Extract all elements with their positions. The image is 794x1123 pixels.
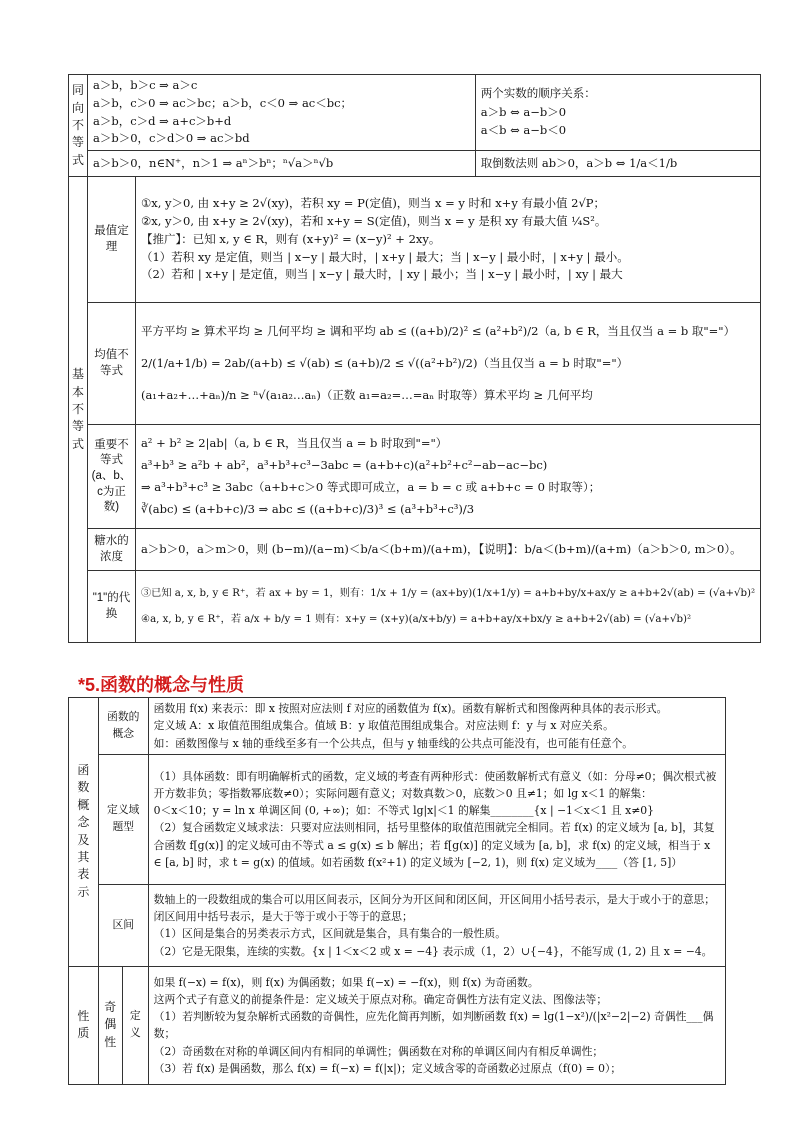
content-line: (a₁+a₂+…+aₙ)/n ≥ ⁿ√(a₁a₂…aₙ)（正数 a₁=a₂=…=aₙ 时取等）算术平均 ≥ 几何平均: [140, 387, 593, 402]
one-substitution-content: [135, 571, 760, 643]
reciprocal-rule: 取倒数法则 ab＞0，a＞b ⇔ 1/a＜1/b: [475, 151, 760, 177]
section-title: *5.函数的概念与性质: [78, 675, 245, 695]
interval-content: [148, 884, 725, 966]
inequality-table: [68, 74, 761, 643]
basic-inequality-label: 基本不等式: [69, 177, 88, 643]
content-line: 如：函数图像与 x 轴的垂线至多有一个公共点，但与 y 轴垂线的公共点可能没有，也可能有任意个。: [153, 736, 634, 750]
order-line: a＞b ⇔ a−b＞0: [480, 104, 567, 119]
content-line: （2）若和 | x+y | 是定值，则当 | x−y | 最大时，| xy | 最小；当 | x−y | 最小时，| xy | 最大: [140, 267, 623, 282]
extremum-theorem-label: 最值定理: [88, 177, 136, 303]
property-label: 性质: [69, 966, 99, 1084]
content-line: （2）它是无限集，连续的实数。{x | 1＜x＜2 或 x = −4} 表示成（1，2）∪{−4}，不能写成 (1, 2) 且 x = −4。: [153, 944, 713, 958]
content-line: （2）奇函数在对称的单调区间内有相同的单调性；偶函数在对称的单调区间内有相反单调性；: [153, 1044, 604, 1058]
content-line: 0＜x＜10；y = ln x 单调区间 (0, +∞)；如：不等式 lg|x|＜1 的解集________{x | −1＜x＜1 且 x≠0}: [153, 804, 655, 818]
domain-types-content: [148, 754, 725, 884]
content-line: 这两个式子有意义的前提条件是：定义域关于原点对称。确定奇偶性方法有定义法、图像法等；: [153, 992, 608, 1006]
parity-content: [148, 966, 725, 1084]
content-line: ④a, x, b, y ∈ R⁺，若 a/x + b/y = 1 则有：x+y = (x+y)(a/x+b/y) = a+b+ay/x+bx/y ≥ a+b+2√(ab) = (√a+√b)²: [140, 613, 692, 625]
function-definition-label: 函数的概念: [98, 698, 148, 755]
mean-inequality-label: 均值不等式: [88, 303, 136, 425]
content-line: 如果 f(−x) = f(x)，则 f(x) 为偶函数；如果 f(−x) = −f(x)，则 f(x) 为奇函数。: [153, 975, 539, 989]
content-line: （1）若判断较为复杂解析式函数的奇偶性，应先化简再判断，如判断函数 f(x) = lg(1−x²)/(|x²−2|−2) 奇偶性___偶数；: [153, 1010, 714, 1041]
content-line: （3）若 f(x) 是偶函数，那么 f(x) = f(−x) = f(|x|)；定义域含零的奇函数必过原点（f(0) = 0）；: [153, 1061, 622, 1075]
content-line: （1）若积 xy 是定值，则当 | x−y | 最大时，| x+y | 最大；当 | x−y | 最小时，| x+y | 最小。: [140, 249, 629, 264]
content-line: 函数用 f(x) 来表示：即 x 按照对应法则 f 对应的函数值为 f(x)。函数有解析式和图像两种具体的表示形式。: [153, 702, 668, 715]
content-line: ⇒ a³+b³+c³ ≥ 3abc（a+b+c＞0 等式即可成立，a = b = c 或 a+b+c = 0 时取等）；: [140, 479, 601, 494]
sugar-water-label: 糖水的浓度: [88, 529, 136, 571]
interval-label: 区间: [98, 884, 148, 966]
order-relation-title: 两个实数的顺序关系：: [480, 87, 596, 100]
content-line: ②x, y＞0, 由 x+y ≥ 2√(xy)，若和 x+y = S(定值)，则当 x = y 是积 xy 有最大值 ¼S²。: [140, 214, 607, 229]
content-line: 2/(1/a+1/b) = 2ab/(a+b) ≤ √(ab) ≤ (a+b)/2 ≤ √((a²+b²)/2)（当且仅当 a = b 时取"="）: [140, 355, 629, 370]
function-definition-content: [148, 698, 725, 755]
content-line: a³+b³ ≥ a²b + ab²，a³+b³+c³−3abc = (a+b+c)(a²+b²+c²−ab−ac−bc): [140, 457, 548, 472]
rule-line: a＞b＞0，c＞d＞0 ⇒ ac＞bd: [93, 131, 250, 146]
sugar-water-content: [135, 529, 760, 571]
content-line: 【推广】：已知 x, y ∈ R，则有 (x+y)² = (x−y)² + 2xy。: [140, 231, 441, 246]
content-line: ①x, y＞0, 由 x+y ≥ 2√(xy)，若积 xy = P(定值)，则当 x = y 时和 x+y 有最小值 2√P；: [140, 196, 606, 211]
one-substitution-label: "1"的代换: [88, 571, 136, 643]
same-direction-rules: [88, 75, 476, 151]
extremum-theorem-content: [135, 177, 760, 303]
order-line: a＜b ⇔ a−b＜0: [480, 122, 567, 137]
rule-line: a＞b，c＞0 ⇒ ac＞bc；a＞b，c＜0 ⇒ ac＜bc；: [93, 95, 353, 110]
mean-inequality-content: [135, 303, 760, 425]
rule-line: a＞b，c＞d ⇒ a+c＞b+d: [93, 113, 232, 128]
order-relation: [475, 75, 760, 151]
function-concept-label: 函数概念及其表示: [69, 698, 99, 967]
content-line: a² + b² ≥ 2|ab|（a, b ∈ R，当且仅当 a = b 时取到"="）: [140, 436, 448, 451]
content-line: （1）具体函数：即有明确解析式的函数，定义域的考查有两种形式：使函数解析式有意义（如：分母≠0；偶次根式被开方数非负；零指数幂底数≠0）；实际问题有意义；对数真数＞0，底数＞0 且≠1；如 lg x＜1 的解集：: [153, 769, 717, 800]
power-root-rule: a＞b＞0，n∈N⁺，n＞1 ⇒ aⁿ＞bⁿ；ⁿ√a＞ⁿ√b: [88, 151, 476, 177]
important-inequality-label: 重要不等式(a、b、c为正数): [88, 425, 136, 529]
definition-label: 定义: [122, 966, 148, 1084]
content-line: 定义域 A：x 取值范围组成集合。值域 B：y 取值范围组成集合。对应法则 f：y 与 x 对应关系。: [153, 719, 614, 733]
content-line: ③已知 a, x, b, y ∈ R⁺，若 ax + by = 1，则有：1/x + 1/y = (ax+by)(1/x+1/y) = a+b+by/x+ax/y ≥ a+b+2√(ab) = (√a+√b)²: [140, 587, 756, 599]
same-direction-label: 同向不等式: [69, 75, 88, 177]
domain-types-label: 定义域题型: [98, 754, 148, 884]
function-table: [68, 697, 726, 1085]
content-line: （1）区间是集合的另类表示方式，区间就是集合，具有集合的一般性质。: [153, 927, 507, 941]
content-line: ∛(abc) ≤ (a+b+c)/3 ⇒ abc ≤ ((a+b+c)/3)³ ≤ (a³+b³+c³)/3: [140, 501, 475, 516]
parity-label: 奇偶性: [98, 966, 122, 1084]
important-inequality-content: [135, 425, 760, 529]
content-line: a＞b＞0，a＞m＞0，则 (b−m)/(a−m)＜b/a＜(b+m)/(a+m)，【说明】：b/a＜(b+m)/(a+m)（a＞b＞0, m＞0）。: [140, 541, 742, 556]
content-line: 数轴上的一段数组成的集合可以用区间表示，区间分为开区间和闭区间，开区间用小括号表示，是大于或小于的意思；闭区间用中括号表示，是大于等于或小于等于的意思；: [153, 892, 716, 924]
content-line: 平方平均 ≥ 算术平均 ≥ 几何平均 ≥ 调和平均 ab ≤ ((a+b)/2)² ≤ (a²+b²)/2（a, b ∈ R，当且仅当 a = b 取"="）: [140, 324, 736, 339]
rule-line: a＞b，b＞c ⇒ a＞c: [93, 78, 198, 92]
content-line: （2）复合函数定义域求法：只要对应法则相同，括号里整体的取值范围就完全相同。若 f(x) 的定义域为 [a, b]，其复合函数 f[g(x)] 的定义域可由不等式 a ≤ g(x) ≤ b 解出；若 f[g(x)] 的定义域为 [a, b]，求 f(x) 的定义域，相当于 x ∈ [a, b] 时，求 t = g(x) 的值域。如若函数 f(x²+1) 的定义域为 [−2, 1)，则 f(x) 定义域为____（答 [1, 5]）: [153, 821, 715, 869]
